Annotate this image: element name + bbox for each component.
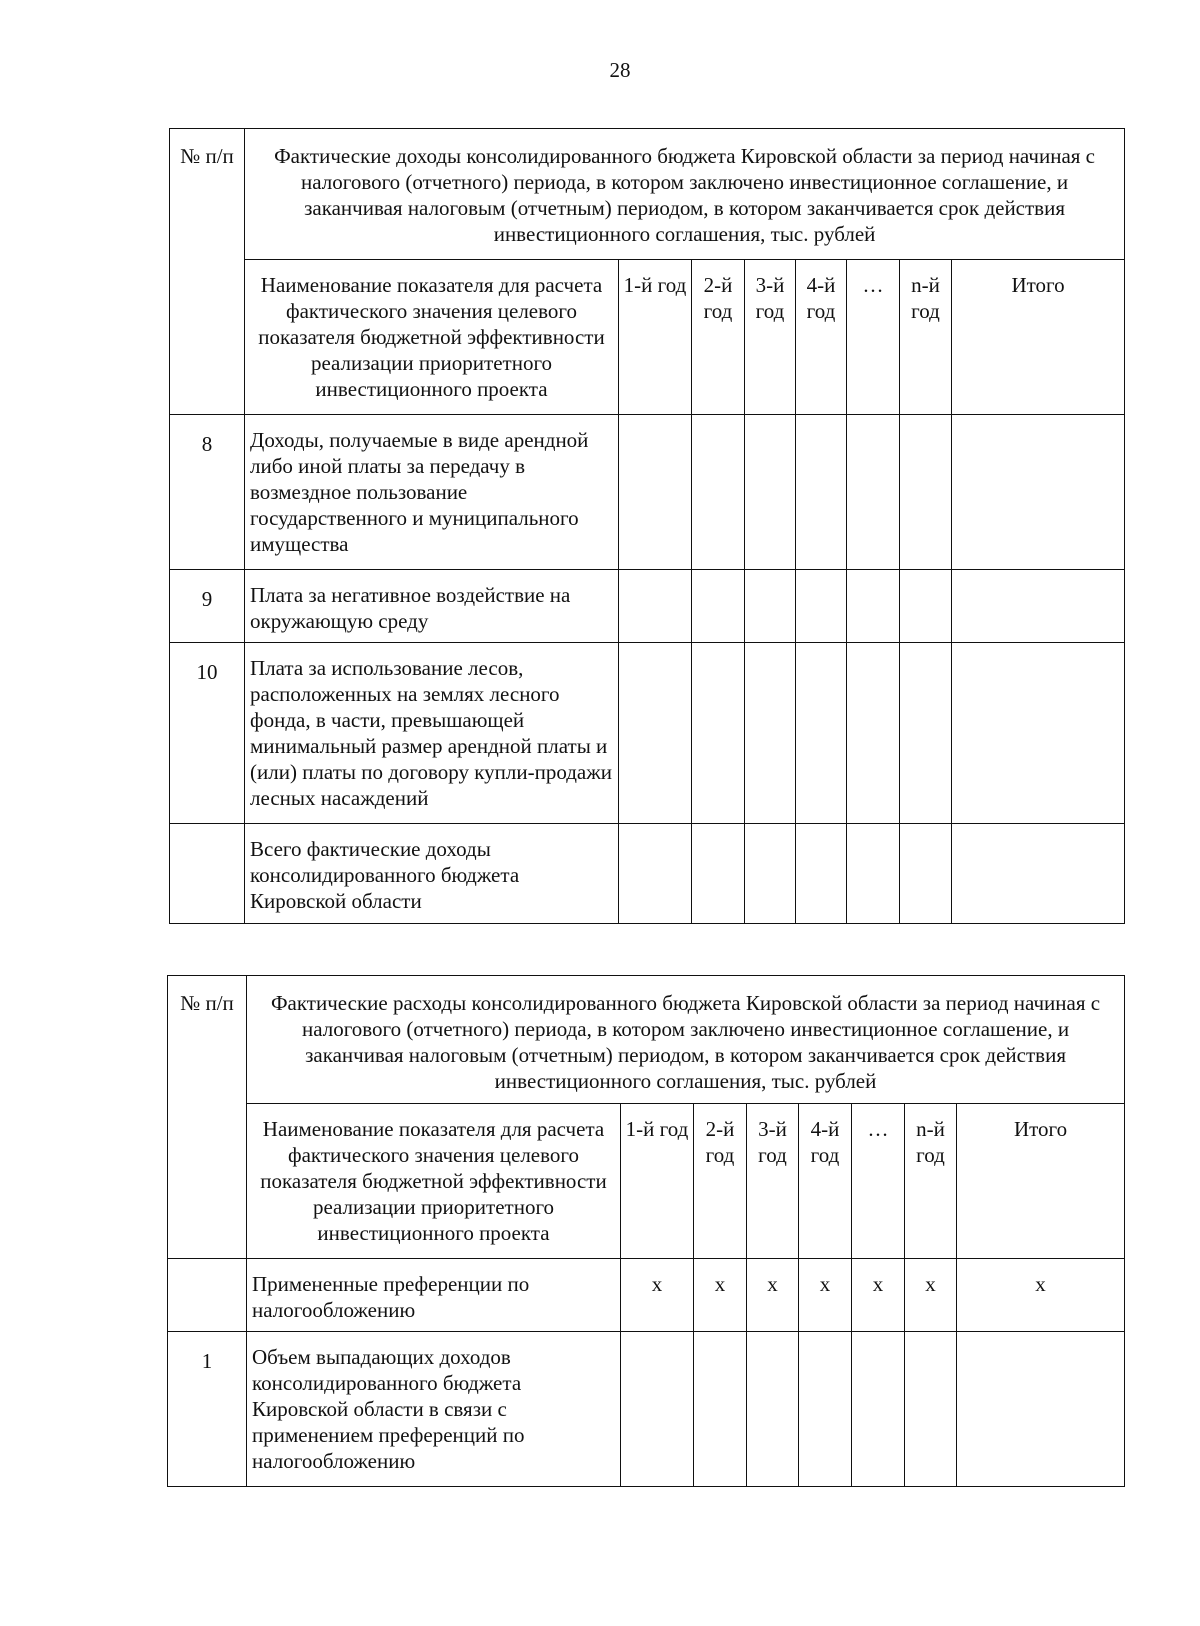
value-cell — [905, 1332, 957, 1487]
value-cell — [900, 570, 952, 643]
row-number: 8 — [170, 415, 245, 570]
year-header: 4-й год — [799, 1104, 852, 1259]
value-cell — [952, 415, 1125, 570]
row-label: Объем выпадающих доходов консолидированного бюджета Кировской области в связи с применением преференций по налогообложению — [247, 1332, 621, 1487]
page-number: 28 — [609, 58, 631, 82]
value-cell — [745, 570, 796, 643]
table-row — [170, 643, 1125, 824]
total-header: Итого — [957, 1104, 1125, 1259]
not-applicable-mark: x — [905, 1259, 957, 1332]
year-header: … — [852, 1104, 905, 1259]
value-cell — [957, 1332, 1125, 1487]
year-header: 3-й год — [745, 260, 796, 415]
table-row — [170, 415, 1125, 570]
value-cell — [745, 643, 796, 824]
year-header: 1-й год — [621, 1104, 694, 1259]
value-cell — [619, 643, 692, 824]
value-cell — [619, 824, 692, 924]
year-header: … — [847, 260, 900, 415]
period-header: Фактические доходы консолидированного бюджета Кировской области за период начиная с налогового (отчетного) периода, в котором заключено инвестиционное соглашение, и заканчивая налоговым (отчетным) периодом, в котором заканчивается срок действия инвестиционного соглашения, тыс. рублей — [245, 129, 1125, 260]
value-cell — [847, 415, 900, 570]
row-label: Примененные преференции по налогообложению — [247, 1259, 621, 1332]
value-cell — [619, 415, 692, 570]
not-applicable-mark: x — [852, 1259, 905, 1332]
row-label: Плата за негативное воздействие на окружающую среду — [245, 570, 619, 643]
year-header: 4-й год — [796, 260, 847, 415]
year-header: n-й год — [905, 1104, 957, 1259]
not-applicable-mark: x — [747, 1259, 799, 1332]
value-cell — [952, 824, 1125, 924]
table-row — [170, 570, 1125, 643]
value-cell — [847, 570, 900, 643]
row-label: Всего фактические доходы консолидированного бюджета Кировской области — [245, 824, 619, 924]
value-cell — [745, 824, 796, 924]
not-applicable-mark: x — [694, 1259, 747, 1332]
value-cell — [900, 824, 952, 924]
year-header: n-й год — [900, 260, 952, 415]
indicator-header: Наименование показателя для расчета фактического значения целевого показателя бюджетной эффективности реализации приоритетного инвестиционного проекта — [247, 1104, 621, 1259]
value-cell — [692, 570, 745, 643]
value-cell — [952, 570, 1125, 643]
row-number — [168, 1259, 247, 1332]
value-cell — [692, 643, 745, 824]
row-label: Доходы, получаемые в виде арендной либо иной платы за передачу в возмездное пользование государственного и муниципального имущества — [245, 415, 619, 570]
row-number: 10 — [170, 643, 245, 824]
value-cell — [799, 1332, 852, 1487]
row-number: 1 — [168, 1332, 247, 1487]
value-cell — [745, 415, 796, 570]
value-cell — [796, 415, 847, 570]
not-applicable-mark: x — [799, 1259, 852, 1332]
value-cell — [694, 1332, 747, 1487]
year-header: 2-й год — [692, 260, 745, 415]
year-header: 1-й год — [619, 260, 692, 415]
value-cell — [952, 643, 1125, 824]
row-number — [170, 824, 245, 924]
value-cell — [796, 643, 847, 824]
value-cell — [692, 415, 745, 570]
value-cell — [900, 415, 952, 570]
year-header: 3-й год — [747, 1104, 799, 1259]
value-cell — [796, 570, 847, 643]
num-header: № п/п — [170, 129, 245, 415]
table-row — [168, 1332, 1125, 1487]
row-number: 9 — [170, 570, 245, 643]
num-header: № п/п — [168, 976, 247, 1259]
year-header: 2-й год — [694, 1104, 747, 1259]
value-cell — [847, 824, 900, 924]
value-cell — [847, 643, 900, 824]
period-header: Фактические расходы консолидированного бюджета Кировской области за период начиная с налогового (отчетного) периода, в котором заключено инвестиционное соглашение, и заканчивая налоговым (отчетным) периодом, в котором заканчивается срок действия инвестиционного соглашения, тыс. рублей — [247, 976, 1125, 1104]
not-applicable-mark: x — [621, 1259, 694, 1332]
table-row — [170, 824, 1125, 924]
total-header: Итого — [952, 260, 1125, 415]
value-cell — [619, 570, 692, 643]
value-cell — [621, 1332, 694, 1487]
table-row — [168, 1259, 1125, 1332]
row-label: Плата за использование лесов, расположенных на землях лесного фонда, в части, превышающей минимальный размер арендной платы и (или) платы по договору купли-продажи лесных насаждений — [245, 643, 619, 824]
revenues-table — [169, 128, 1125, 924]
indicator-header: Наименование показателя для расчета фактического значения целевого показателя бюджетной эффективности реализации приоритетного инвестиционного проекта — [245, 260, 619, 415]
not-applicable-mark: x — [957, 1259, 1125, 1332]
expenses-table — [167, 975, 1125, 1487]
value-cell — [900, 643, 952, 824]
value-cell — [796, 824, 847, 924]
value-cell — [692, 824, 745, 924]
value-cell — [852, 1332, 905, 1487]
value-cell — [747, 1332, 799, 1487]
